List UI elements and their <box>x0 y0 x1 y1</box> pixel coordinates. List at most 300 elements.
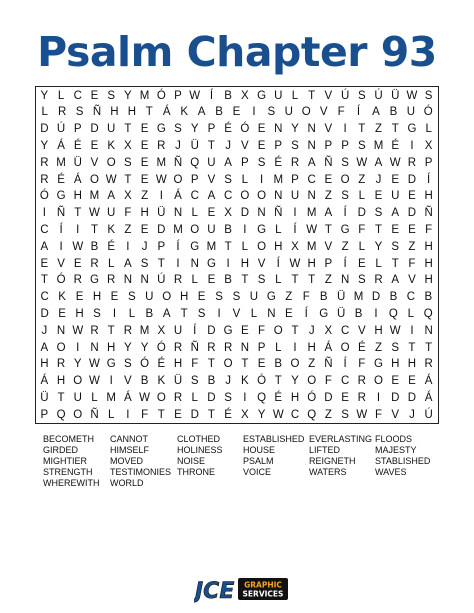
word-list-item: WORLD <box>110 478 144 488</box>
grid-letter: G <box>223 324 233 337</box>
grid-letter: E <box>257 123 266 136</box>
grid-letter: F <box>408 257 416 270</box>
grid-letter: W <box>356 408 368 421</box>
word-list-item: VOICE <box>243 467 272 477</box>
grid-letter: C <box>340 375 350 388</box>
grid-letter: Z <box>324 274 332 287</box>
word-list-item: GIRDED <box>43 445 79 455</box>
jce-graphic-services-logo <box>194 574 290 604</box>
word-list-item: WHEREWITH <box>43 478 100 488</box>
grid-letter: E <box>391 375 400 388</box>
grid-letter: S <box>107 89 116 102</box>
grid-letter: O <box>73 408 83 421</box>
word-list-item: PSALM <box>243 456 274 466</box>
grid-letter: D <box>407 207 417 220</box>
grid-letter: D <box>157 223 166 236</box>
grid-row <box>36 340 440 357</box>
grid-letter: C <box>40 291 49 304</box>
grid-letter: T <box>40 274 48 287</box>
grid-letter: Ó <box>307 391 317 404</box>
grid-letter: Ú <box>56 123 66 136</box>
grid-letter: Á <box>124 391 132 404</box>
grid-letter: S <box>257 156 266 169</box>
grid-row <box>36 289 440 306</box>
grid-letter: H <box>180 291 189 304</box>
grid-letter: E <box>75 291 84 304</box>
grid-letter: T <box>391 257 399 270</box>
grid-letter: L <box>358 240 366 253</box>
grid-letter: S <box>124 358 132 371</box>
grid-letter: T <box>157 408 165 421</box>
grid-letter: Á <box>174 190 182 203</box>
grid-letter: Y <box>374 240 383 253</box>
grid-letter: B <box>145 307 154 320</box>
grid-letter: V <box>324 89 333 102</box>
grid-letter: L <box>241 173 249 186</box>
grid-letter: B <box>224 89 232 102</box>
grid-letter: O <box>89 173 99 186</box>
grid-letter: W <box>89 358 100 371</box>
grid-letter: T <box>241 358 249 371</box>
grid-letter: S <box>341 408 349 421</box>
grid-letter: Y <box>257 408 266 421</box>
grid-letter: I <box>59 240 63 253</box>
grid-letter: Á <box>162 106 171 119</box>
grid-letter: Ñ <box>90 408 99 421</box>
grid-letter: U <box>249 291 259 304</box>
grid-letter: Ñ <box>324 358 333 371</box>
grid-letter: Í <box>343 358 347 371</box>
grid-letter: U <box>284 106 293 119</box>
grid-letter: E <box>241 324 249 337</box>
grid-row <box>36 323 440 340</box>
grid-letter: P <box>291 173 299 186</box>
grid-letter: A <box>372 106 380 119</box>
grid-letter: E <box>257 139 266 152</box>
grid-letter: X <box>241 89 249 102</box>
grid-letter: T <box>308 89 316 102</box>
grid-letter: J <box>308 324 315 337</box>
grid-letter: I <box>109 375 113 388</box>
grid-letter: T <box>241 274 249 287</box>
grid-letter: I <box>126 240 130 253</box>
grid-letter: Ó <box>240 123 250 136</box>
grid-letter: E <box>140 123 149 136</box>
grid-letter: U <box>274 89 283 102</box>
grid-letter: V <box>257 257 266 270</box>
grid-letter: H <box>424 240 433 253</box>
word-list-item: STRENGTH <box>43 467 93 477</box>
logo-line2: SERVICES <box>242 589 284 599</box>
grid-letter: U <box>391 190 400 203</box>
grid-letter: Ü <box>336 307 346 320</box>
grid-letter: R <box>40 156 49 169</box>
grid-letter: H <box>424 257 433 270</box>
grid-letter: É <box>391 139 400 152</box>
word-list-item: MOVED <box>110 456 144 466</box>
grid-letter: V <box>408 274 416 287</box>
grid-letter: S <box>267 106 276 119</box>
grid-letter: O <box>162 291 172 304</box>
grid-row <box>36 239 440 256</box>
grid-letter: E <box>110 291 119 304</box>
grid-letter: S <box>357 274 366 287</box>
grid-letter: A <box>391 207 400 220</box>
grid-letter: E <box>140 156 149 169</box>
grid-letter: Ü <box>190 139 199 152</box>
grid-letter: I <box>376 391 381 404</box>
grid-letter: Z <box>358 173 366 186</box>
grid-letter: I <box>374 307 378 320</box>
grid-letter: B <box>140 375 149 388</box>
grid-letter: M <box>156 156 167 169</box>
grid-letter: C <box>73 89 82 102</box>
grid-letter: X <box>424 139 433 152</box>
grid-letter: E <box>341 391 349 404</box>
grid-letter: M <box>56 156 66 169</box>
grid-letter: T <box>145 106 153 119</box>
grid-letter: E <box>257 358 266 371</box>
grid-letter: Q <box>388 307 398 320</box>
grid-letter: R <box>357 391 366 404</box>
grid-letter: N <box>90 341 99 354</box>
grid-letter: S <box>197 307 206 320</box>
grid-letter: Y <box>40 89 49 102</box>
grid-letter: S <box>93 307 101 320</box>
grid-letter: W <box>406 89 418 102</box>
grid-letter: Z <box>285 291 293 304</box>
grid-letter: E <box>357 257 366 270</box>
grid-letter: J <box>225 375 232 388</box>
grid-letter: T <box>90 223 98 236</box>
grid-letter: H <box>92 291 102 304</box>
logo-mark: JCE <box>195 579 235 604</box>
grid-letter: P <box>324 257 333 270</box>
grid-letter: B <box>224 274 232 287</box>
grid-letter: F <box>375 408 383 421</box>
grid-letter: S <box>424 89 433 102</box>
grid-letter: Ü <box>157 207 166 220</box>
grid-letter: S <box>190 375 199 388</box>
grid-letter: U <box>406 106 415 119</box>
grid-letter: É <box>107 240 116 253</box>
grid-letter: Y <box>73 358 82 371</box>
grid-letter: Ó <box>257 375 267 388</box>
grid-letter: O <box>374 375 383 388</box>
grid-letter: G <box>340 223 350 236</box>
grid-letter: P <box>274 139 283 152</box>
word-list-item: ESTABLISHED <box>243 434 305 444</box>
grid-letter: I <box>293 341 297 354</box>
grid-letter: I <box>259 173 264 186</box>
grid-letter: Í <box>343 257 347 270</box>
grid-letter: L <box>358 190 366 203</box>
grid-letter: O <box>257 240 267 253</box>
grid-letter: Ó <box>140 358 150 371</box>
grid-letter: M <box>139 324 150 337</box>
grid-letter: Q <box>56 408 66 421</box>
grid-row <box>36 373 440 390</box>
grid-letter: G <box>257 223 267 236</box>
grid-letter: P <box>157 240 166 253</box>
grid-letter: W <box>389 324 401 337</box>
grid-letter: M <box>89 190 100 203</box>
grid-letter: Z <box>324 408 332 421</box>
grid-letter: Z <box>375 341 383 354</box>
grid-letter: D <box>207 324 216 337</box>
grid-letter: H <box>424 274 433 287</box>
grid-letter: L <box>57 89 65 102</box>
word-list-item: MIGHTIER <box>43 456 87 466</box>
grid-letter: N <box>307 123 316 136</box>
grid-letter: E <box>40 257 49 270</box>
grid-letter: S <box>391 240 400 253</box>
grid-letter: Ñ <box>92 106 102 119</box>
grid-letter: É <box>157 358 166 371</box>
grid-letter: S <box>128 291 136 304</box>
grid-letter: E <box>324 173 333 186</box>
grid-letter: Z <box>308 358 316 371</box>
word-list-item: THRONE <box>177 467 215 477</box>
grid-letter: Z <box>341 240 349 253</box>
grid-letter: L <box>128 307 136 320</box>
grid-letter: R <box>40 173 49 186</box>
grid-letter: D <box>324 391 333 404</box>
grid-letter: I <box>42 207 46 220</box>
grid-letter: C <box>40 223 49 236</box>
grid-letter: M <box>206 240 217 253</box>
word-list-item: WATERS <box>309 467 347 477</box>
grid-letter: N <box>173 207 183 220</box>
grid-letter: L <box>191 207 198 220</box>
grid-row <box>36 88 440 105</box>
grid-letter: R <box>73 274 82 287</box>
grid-letter: K <box>107 223 116 236</box>
grid-letter: Ú <box>340 89 350 102</box>
grid-letter: O <box>190 223 200 236</box>
grid-letter: Í <box>176 240 180 253</box>
grid-letter: F <box>358 223 366 236</box>
grid-letter: A <box>324 207 333 220</box>
grid-letter: S <box>140 257 149 270</box>
grid-letter: E <box>140 223 149 236</box>
grid-letter: V <box>232 307 241 320</box>
grid-letter: A <box>124 257 132 270</box>
grid-letter: I <box>410 324 414 337</box>
grid-letter: E <box>232 106 241 119</box>
grid-letter: O <box>273 324 283 337</box>
grid-letter: R <box>107 274 116 287</box>
grid-letter: R <box>290 156 300 169</box>
grid-letter: E <box>140 139 149 152</box>
grid-letter: H <box>307 341 316 354</box>
grid-letter: S <box>357 139 366 152</box>
grid-letter: Z <box>375 123 383 136</box>
grid-letter: R <box>123 324 133 337</box>
grid-letter: Á <box>424 375 433 388</box>
grid-letter: R <box>173 391 183 404</box>
grid-letter: H <box>407 358 417 371</box>
grid-letter: B <box>274 358 283 371</box>
grid-letter: R <box>424 358 433 371</box>
grid-letter: N <box>307 190 316 203</box>
grid-letter: L <box>41 106 48 119</box>
grid-letter: Y <box>190 123 199 136</box>
grid-letter: Í <box>193 324 197 337</box>
grid-letter: Í <box>293 223 297 236</box>
grid-letter: I <box>217 307 221 320</box>
grid-letter: I <box>112 307 117 320</box>
grid-letter: I <box>293 207 297 220</box>
logo-line1: GRAPHIC <box>244 580 282 590</box>
grid-letter: M <box>273 173 284 186</box>
grid-letter: E <box>408 223 416 236</box>
grid-letter: X <box>224 207 232 220</box>
grid-letter: S <box>232 291 241 304</box>
grid-letter: J <box>409 408 415 421</box>
grid-letter: R <box>374 274 383 287</box>
grid-letter: O <box>301 106 311 119</box>
grid-letter: N <box>307 139 316 152</box>
grid-letter: H <box>173 358 183 371</box>
grid-letter: G <box>56 190 66 203</box>
grid-letter: H <box>307 257 316 270</box>
grid-letter: N <box>190 257 199 270</box>
grid-letter: G <box>106 358 116 371</box>
grid-letter: I <box>343 123 347 136</box>
grid-letter: Q <box>257 391 267 404</box>
grid-letter: I <box>410 139 414 152</box>
grid-letter: B <box>424 291 433 304</box>
grid-letter: O <box>56 341 66 354</box>
grid-letter: I <box>126 408 130 421</box>
grid-letter: N <box>274 123 283 136</box>
grid-letter: Á <box>73 173 82 186</box>
grid-letter: M <box>373 139 384 152</box>
grid-letter: O <box>290 358 300 371</box>
grid-letter: T <box>425 341 433 354</box>
grid-letter: O <box>257 190 267 203</box>
grid-letter: Q <box>190 156 200 169</box>
grid-letter: P <box>341 139 349 152</box>
grid-letter: W <box>389 156 401 169</box>
grid-letter: B <box>389 106 398 119</box>
grid-letter: S <box>374 207 383 220</box>
grid-letter: T <box>391 123 399 136</box>
grid-letter: Ó <box>423 106 433 119</box>
grid-letter: W <box>189 89 201 102</box>
grid-letter: H <box>290 391 300 404</box>
grid-letter: Y <box>140 341 149 354</box>
grid-letter: U <box>207 223 216 236</box>
grid-letter: Í <box>59 223 63 236</box>
grid-letter: T <box>180 307 188 320</box>
grid-letter: F <box>358 358 366 371</box>
grid-letter: Ó <box>39 190 49 203</box>
word-list-item: CLOTHED <box>177 434 221 444</box>
grid-letter: U <box>107 207 116 220</box>
grid-letter: O <box>106 156 116 169</box>
grid-letter: Ñ <box>324 156 333 169</box>
grid-letter: O <box>240 190 250 203</box>
grid-letter: Í <box>304 307 308 320</box>
grid-letter: V <box>357 324 366 337</box>
grid-letter: V <box>319 106 328 119</box>
grid-letter: S <box>215 291 223 304</box>
grid-letter: S <box>124 156 132 169</box>
grid-row <box>36 306 440 323</box>
grid-letter: X <box>291 240 299 253</box>
grid-letter: X <box>124 190 132 203</box>
grid-letter: E <box>197 291 206 304</box>
grid-letter: D <box>190 408 199 421</box>
grid-letter: F <box>337 106 345 119</box>
grid-letter: E <box>174 408 182 421</box>
grid-letter: E <box>391 223 400 236</box>
grid-letter: J <box>225 139 232 152</box>
grid-letter: N <box>340 274 350 287</box>
grid-letter: A <box>207 190 216 203</box>
grid-letter: S <box>224 173 232 186</box>
grid-letter: L <box>250 307 258 320</box>
grid-letter: L <box>425 123 432 136</box>
grid-letter: M <box>306 240 317 253</box>
grid-letter: I <box>226 257 230 270</box>
grid-letter: Y <box>291 123 299 136</box>
grid-letter: P <box>190 173 199 186</box>
grid-letter: O <box>307 375 317 388</box>
grid-letter: E <box>207 274 216 287</box>
grid-letter: E <box>408 190 416 203</box>
word-list-item: EVERLASTING <box>309 434 373 444</box>
grid-letter: Í <box>276 257 280 270</box>
grid-letter: U <box>107 123 116 136</box>
grid-letter: F <box>191 358 199 371</box>
grid-letter: B <box>319 291 328 304</box>
grid-letter: R <box>90 257 99 270</box>
grid-letter: G <box>374 358 383 371</box>
grid-letter: N <box>240 341 249 354</box>
grid-letter: V <box>90 156 99 169</box>
grid-letter: F <box>425 223 433 236</box>
grid-letter: L <box>291 89 299 102</box>
grid-letter: R <box>407 156 417 169</box>
grid-letter: A <box>107 190 116 203</box>
grid-letter: T <box>224 240 232 253</box>
grid-letter: Y <box>40 139 49 152</box>
grid-letter: W <box>89 207 100 220</box>
grid-letter: N <box>123 274 133 287</box>
grid-letter: I <box>176 257 180 270</box>
grid-letter: U <box>207 156 216 169</box>
grid-letter: V <box>207 173 216 186</box>
grid-letter: Ü <box>173 375 183 388</box>
grid-letter: V <box>57 257 65 270</box>
grid-row <box>36 188 440 205</box>
grid-letter: S <box>357 89 366 102</box>
grid-letter: S <box>257 274 266 287</box>
word-list-item: STABLISHED <box>375 456 431 466</box>
grid-letter: S <box>174 123 182 136</box>
grid-letter: É <box>224 408 232 421</box>
grid-letter: H <box>40 358 49 371</box>
grid-letter: E <box>90 89 99 102</box>
grid-letter: É <box>73 139 82 152</box>
grid-letter: X <box>124 139 132 152</box>
grid-letter: Í <box>356 106 361 119</box>
grid-letter: J <box>41 324 48 337</box>
grid-letter: E <box>140 173 149 186</box>
